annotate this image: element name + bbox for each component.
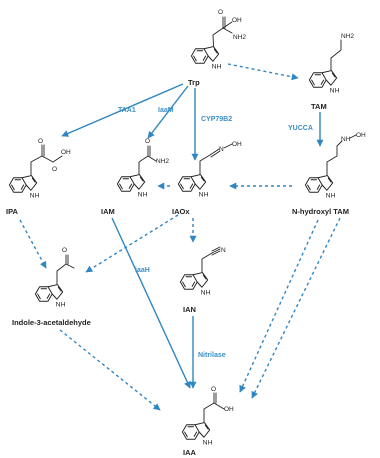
- enzyme-iaam-label: IaaM: [158, 107, 174, 114]
- svg-text:OH: OH: [232, 141, 242, 148]
- svg-text:O: O: [62, 247, 68, 254]
- svg-text:NH2: NH2: [156, 158, 170, 165]
- svg-text:O: O: [218, 9, 224, 16]
- svg-text:NH: NH: [341, 136, 351, 143]
- svg-text:NH2: NH2: [233, 34, 247, 41]
- tam-structure: [309, 33, 354, 95]
- arrow-indole-acetaldehyde-to-iaa: [60, 330, 160, 410]
- svg-text:OH: OH: [356, 132, 366, 139]
- svg-text:O: O: [52, 166, 58, 173]
- svg-text:OH: OH: [224, 406, 234, 413]
- arrow-iam-to-iaa: [112, 218, 190, 388]
- iam-label: IAM: [101, 207, 115, 216]
- svg-text:OH: OH: [232, 17, 242, 24]
- svg-text:O: O: [38, 138, 44, 145]
- svg-text:OH: OH: [61, 149, 71, 156]
- iaa-structure: [182, 386, 234, 447]
- svg-text:NH2: NH2: [341, 33, 355, 40]
- iaa-label: IAA: [183, 448, 196, 457]
- ian-structure: [180, 247, 226, 297]
- arrow-tam-to-iaa: [252, 218, 340, 398]
- arrow-n-hydroxyl-tam-to-iaa: [240, 220, 318, 392]
- tam-label: TAM: [311, 102, 327, 111]
- trp-label: Trp: [188, 78, 200, 87]
- ian-label: IAN: [183, 305, 196, 314]
- n-hydroxyl-tam-structure: [305, 132, 366, 200]
- indole-acetaldehyde-structure: [35, 247, 74, 309]
- svg-text:O: O: [145, 138, 151, 145]
- n-hydroxyl-tam-label: N-hydroxyl TAM: [292, 207, 349, 216]
- indole-acetaldehyde-label: Indole-3-acetaldehyde: [12, 318, 91, 327]
- svg-text:O: O: [211, 386, 217, 393]
- iam-structure: [117, 138, 169, 199]
- svg-text:N: N: [221, 247, 226, 254]
- arrow-trp-to-tam: [228, 64, 298, 78]
- arrow-ipa-to-indole-acetaldehyde: [20, 220, 46, 268]
- enzyme-taa1-label: TAA1: [118, 107, 136, 114]
- enzyme-iaah-label: iaaH: [135, 267, 150, 274]
- iaox-label: IAOx: [172, 207, 190, 216]
- ipa-structure: [9, 138, 71, 200]
- svg-text:N: N: [219, 146, 224, 153]
- iaox-structure: [178, 141, 242, 199]
- trp-structure: [191, 9, 246, 71]
- enzyme-yucca-label: YUCCA: [288, 125, 313, 132]
- enzyme-cyp79b2-label: CYP79B2: [201, 116, 233, 123]
- auxin-biosynthesis-pathway-diagram: NH O OH NH2 Trp NH2 TAM O OH O IPA O NH2 IAM N OH IAOx NH OH N-hydroxyl TAM N IAN O Indole-3-acetaldehyde O OH IAA TAA1 IaaM CYP79B2 YUCCA iaaH Nitrilase: [6, 7, 366, 457]
- ipa-label: IPA: [6, 207, 18, 216]
- arrow-iaox-to-indole-acetaldehyde: [86, 215, 178, 272]
- enzyme-nitrilase-label: Nitrilase: [198, 352, 226, 359]
